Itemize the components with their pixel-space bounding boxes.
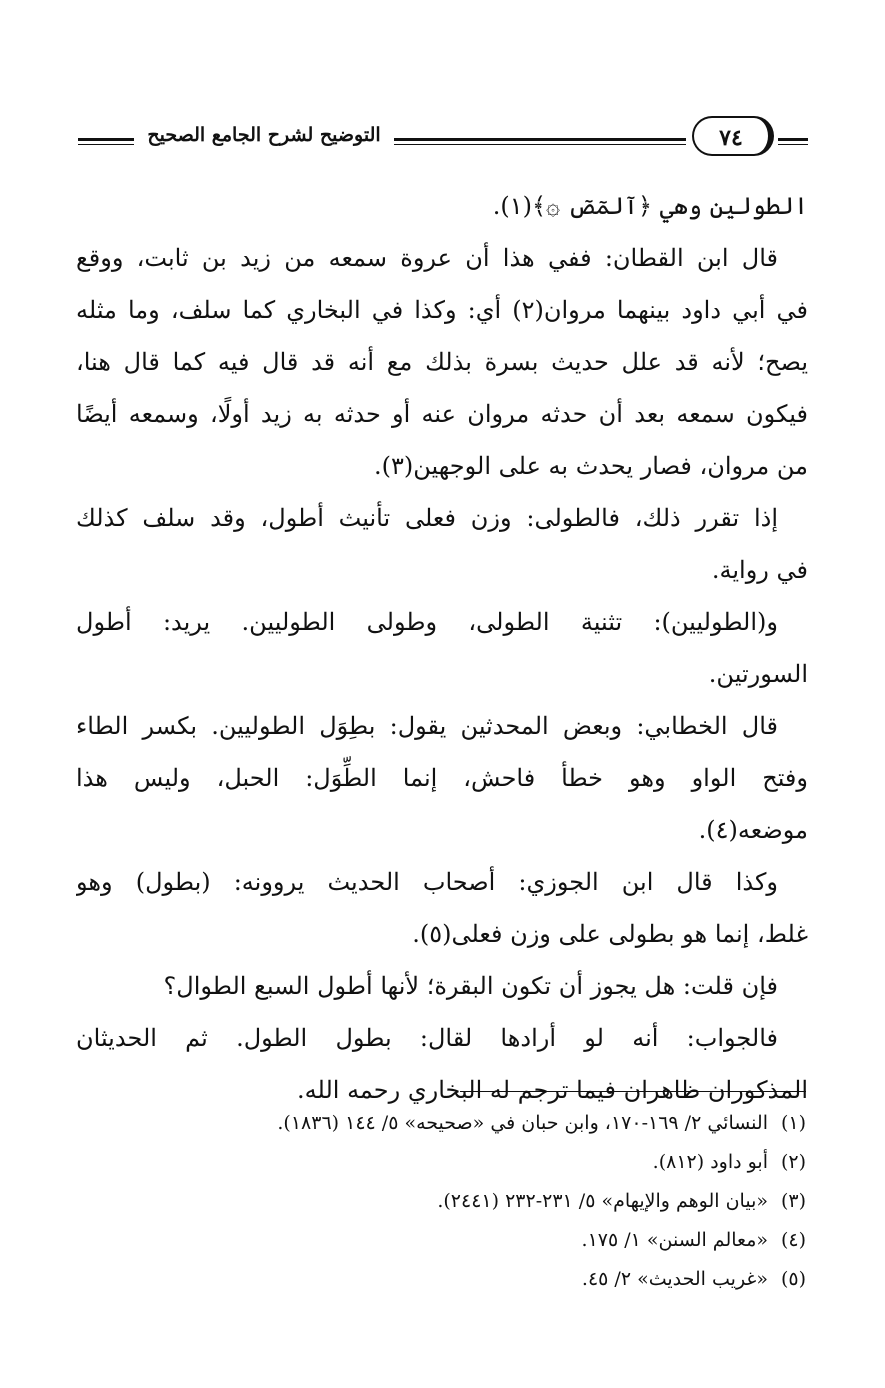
text-line: في أبي داود بينهما مروان(٢) أي: وكذا في البخاري كما سلف، وما مثله — [76, 296, 808, 324]
text-line: قال ابن القطان: ففي هذا أن عروة سمعه من زيد بن ثابت، ووقع — [76, 244, 778, 272]
text-line: من مروان، فصار يحدث به على الوجهين(٣). — [373, 452, 808, 480]
text-line: فالجواب: أنه لو أرادها لقال: بطول الطول. ثم الحديثان — [76, 1024, 778, 1052]
footnote-number: (٥) — [780, 1268, 806, 1290]
text-line: فيكون سمعه بعد أن حدثه مروان عنه أو حدثه به زيد أولًا، وسمعه أيضًا — [76, 400, 808, 428]
header-rule-right — [778, 138, 808, 141]
text-line: وفتح الواو وهو خطأ فاحش، إنما الطِّوَل: الحبل، وليس هذا — [76, 764, 808, 792]
header-rule-middle — [394, 138, 686, 141]
text-line: فإن قلت: هل يجوز أن تكون البقرة؛ لأنها أطول السبع الطوال؟ — [163, 972, 778, 1000]
footnote-number: (٣) — [780, 1190, 806, 1212]
footnote-number: (١) — [780, 1112, 806, 1134]
book-title: التوضيح لشرح الجامع الصحيح — [147, 124, 381, 146]
footnote-text: «معالم السنن» ١/ ١٧٥. — [581, 1229, 768, 1251]
footnote-number: (٤) — [780, 1229, 806, 1251]
footnote-text: «غريب الحديث» ٢/ ٤٥. — [581, 1268, 768, 1290]
footnote-text: النسائي ٢/ ١٦٩-١٧٠، وابن حبان في «صحيحه» ٥/ ١٤٤ (١٨٣٦). — [277, 1112, 768, 1134]
text-line: غلط، إنما هو بطولى على وزن فعلى(٥). — [412, 920, 808, 948]
text-line: في رواية. — [711, 556, 808, 584]
text-line: السورتين. — [708, 660, 808, 688]
footnote — [100, 1260, 806, 1299]
text-line: وكذا قال ابن الجوزي: أصحاب الحديث يروونه: (بطول) وهو — [76, 868, 778, 896]
footnote-text: أبو داود (٨١٢). — [652, 1151, 768, 1173]
text-line: الطولين وهي ﴿آلمٓصٓ ۞﴾(١). — [492, 192, 808, 220]
page-number: ٧٤ — [692, 116, 774, 156]
text-line: موضعه(٤). — [698, 816, 808, 844]
main-text — [76, 180, 808, 1116]
footnote-text: «بيان الوهم والإيهام» ٥/ ٢٣١-٢٣٢ (٢٤٤١). — [437, 1190, 768, 1212]
footnote — [100, 1143, 806, 1182]
text-line: يصح؛ لأنه قد علل حديث بسرة بذلك مع أنه قد قال فيه كما قال هنا، — [76, 348, 808, 376]
text-line: إذا تقرر ذلك، فالطولى: وزن فعلى تأنيث أطول، وقد سلف كذلك — [76, 504, 778, 532]
footnotes — [100, 1104, 806, 1299]
text-line: المذكوران ظاهران فيما ترجم له البخاري رحمه الله. — [297, 1076, 808, 1104]
text-line: قال الخطابي: وبعض المحدثين يقول: بطِوَل الطوليين. بكسر الطاء — [76, 712, 778, 740]
footnote-separator — [460, 1091, 806, 1092]
page-header — [78, 116, 808, 160]
header-rule-left — [78, 138, 134, 141]
footnote-number: (٢) — [780, 1151, 806, 1173]
footnote — [100, 1221, 806, 1260]
footnote — [100, 1182, 806, 1221]
footnote — [100, 1104, 806, 1143]
text-line: و(الطوليين): تثنية الطولى، وطولى الطوليين. يريد: أطول — [76, 608, 778, 636]
